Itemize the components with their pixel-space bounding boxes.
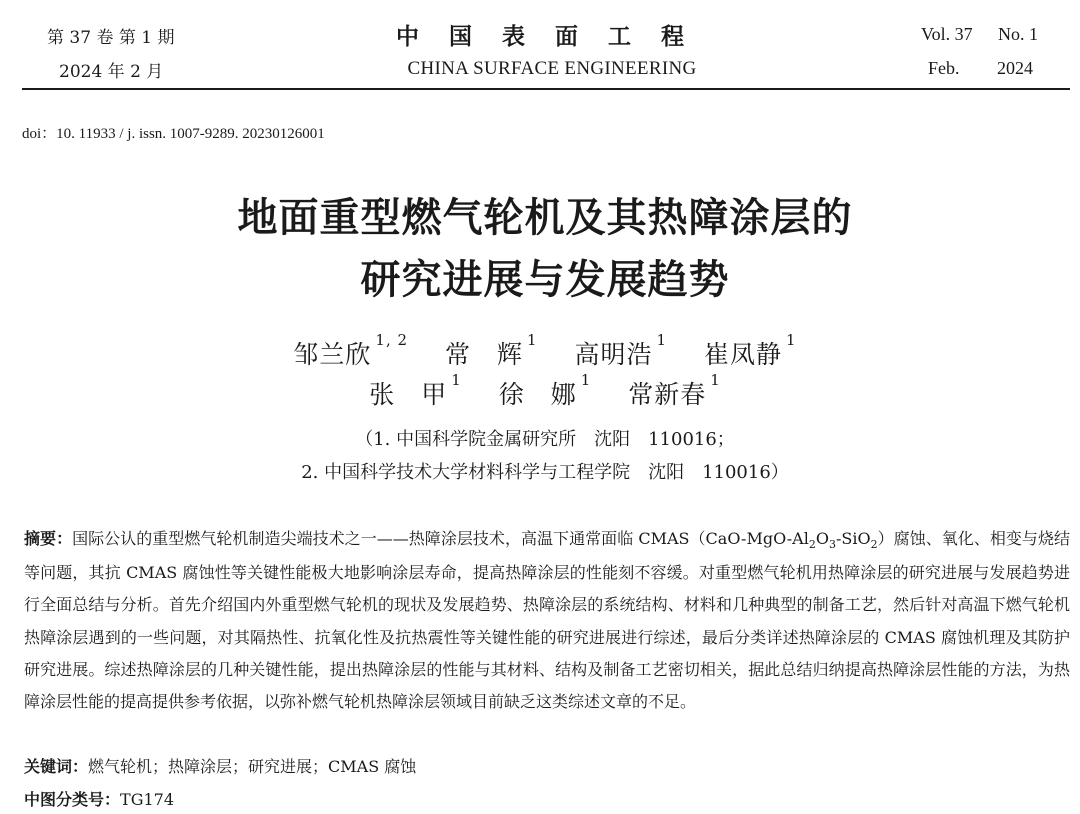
affiliation-mark: 1 xyxy=(656,331,668,349)
keywords xyxy=(24,754,416,777)
doi-line: doi：10. 11933 / j. issn. 1007-9289. 20230126001 xyxy=(22,126,325,142)
month-en: Feb. xyxy=(928,58,960,78)
author: 邹兰欣 $^{1, 2}$ xyxy=(293,331,409,369)
affiliation-1: （1. 中国科学院金属研究所 沈阳 110016； xyxy=(355,429,735,450)
author-row-2 xyxy=(0,371,1080,411)
classification-code xyxy=(24,787,174,810)
abstract: 摘要：国际公认的重型燃气轮机制造尖端技术之一——热障涂层技术，高温下通常面临 $CMAS(CaO-MgO-Al_2O_3-SiO_2)$腐蚀、氧化、相变与烧结等问题，其抗 CMAS 腐蚀性等关键性能极大地影响涂层寿命，提高热障涂层的性能刻不容缓。对重型燃气轮机用热障涂层的研究进展与发展趋势进行全面总结与分析。首先介绍国内外重型燃气轮机的现状及发展趋势、热障涂层的系统结构、材料和几种典型的制备工艺，然后针对高温下燃气轮机热障涂层遇到的一些问题，对其隔热性、抗氧化性及抗热震性等关键性能的研究进展进行综述，最后分类详述热障涂层的 CMAS 腐蚀机理及其防护研究进展。综述热障涂层的几种关键性能，提出热障涂层的性能与其材料、结构及制备工艺密切相关，据此总结归纳提高热障涂层性能的方法，为热障涂层性能的提高提供参考依据，以弥补燃气轮机热障涂层领域目前缺乏这类综述文章的不足。 xyxy=(24,529,1070,712)
affiliation-mark: 1 xyxy=(786,331,797,349)
date-cn: 2024 年 2 月 xyxy=(59,62,164,82)
year-en: 2024 xyxy=(997,58,1033,78)
journal-title-en: CHINA SURFACE ENGINEERING xyxy=(407,58,697,79)
affiliation-mark: 1 xyxy=(580,371,592,389)
volume-issue-cn: 第 37 卷 第 1 期 xyxy=(47,28,175,48)
keywords-label: 关键词： xyxy=(24,757,89,776)
issue-en: No. 1 xyxy=(998,24,1038,44)
classification-label: 中图分类号： xyxy=(24,790,121,809)
affiliation-mark: 1 xyxy=(710,371,721,389)
author: 崔凤静 $^1$ xyxy=(704,331,797,369)
keywords-text: 燃气轮机；热障涂层；研究进展；CMAS 腐蚀 xyxy=(88,757,417,776)
affiliation-mark: 1, 2 xyxy=(375,331,409,349)
header-divider xyxy=(22,88,1070,90)
affiliation-mark: 1 xyxy=(527,331,538,349)
volume-en: Vol. 37 xyxy=(921,24,973,44)
author: 高明浩 $^1$ xyxy=(574,331,668,369)
paper-title-line-2: 研究进展与发展趋势 xyxy=(360,257,730,303)
paper-title-line-1: 地面重型燃气轮机及其热障涂层的 xyxy=(237,195,853,241)
author: 常 辉 $^1$ xyxy=(445,331,538,369)
abstract-label: 摘要： xyxy=(24,529,73,548)
journal-title-cn: 中国表面工程 xyxy=(396,24,714,50)
author: 常新春 $^1$ xyxy=(628,371,721,409)
affiliation-mark: 1 xyxy=(451,371,462,389)
author-row-1 xyxy=(0,331,1080,371)
classification-text: TG174 xyxy=(120,790,175,809)
affiliation-2: 2. 中国科学技术大学材料科学与工程学院 沈阳 110016） xyxy=(301,462,789,483)
author: 徐 娜 $^1$ xyxy=(498,371,592,409)
author: 张 甲 $^1$ xyxy=(369,371,462,409)
